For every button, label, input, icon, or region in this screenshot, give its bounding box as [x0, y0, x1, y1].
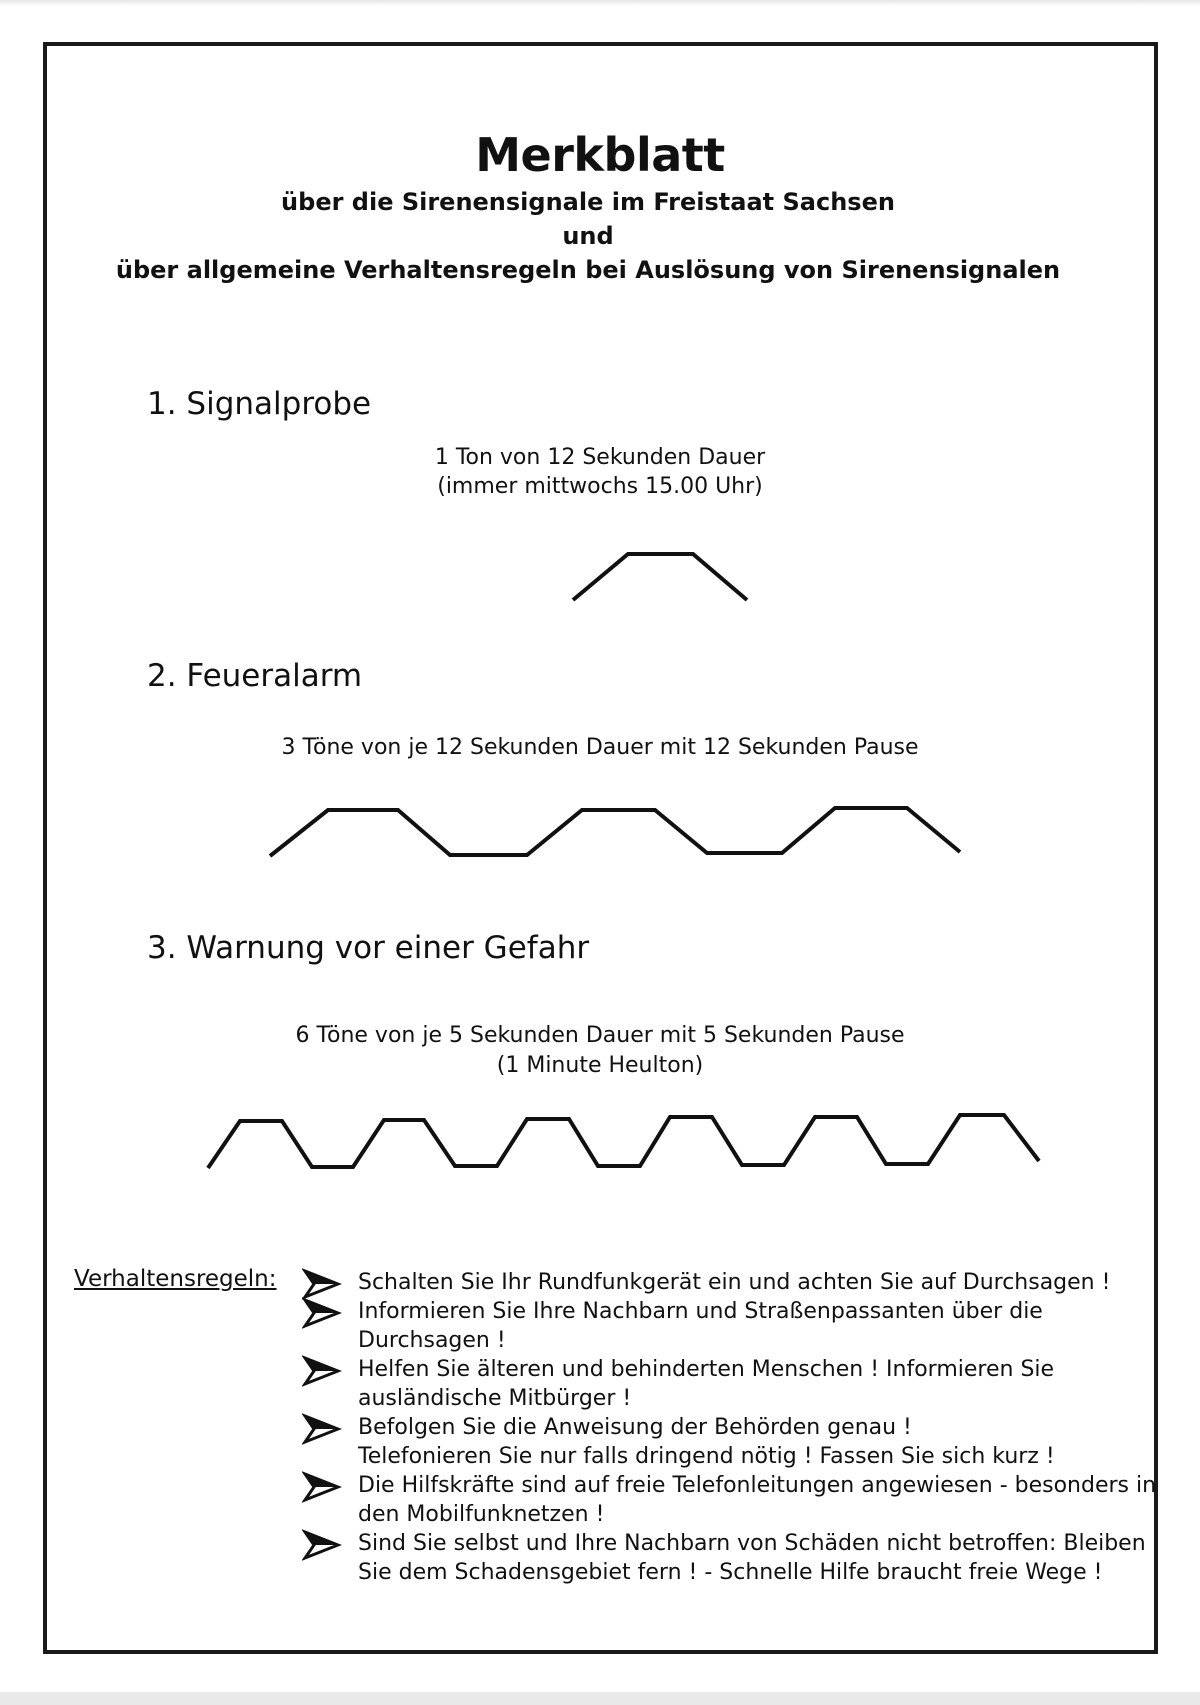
rules-label: Verhaltensregeln: — [74, 1266, 277, 1292]
section-heading-signalprobe: 1. Signalprobe — [147, 386, 372, 422]
arrowhead-bullet-icon — [302, 1529, 342, 1561]
arrowhead-bullet-icon — [302, 1413, 342, 1445]
page-top-edge — [0, 0, 1200, 6]
rule-text: Befolgen Sie die Anweisung der Behörden genau ! Telefonieren Sie nur falls dringend nötig ! Fassen Sie sich kurz ! — [358, 1415, 1055, 1469]
subtitle-line-1: über die Sirenensignale im Freistaat Sachsen — [281, 188, 895, 216]
rule-text: Schalten Sie Ihr Rundfunkgerät ein und achten Sie auf Durchsagen ! — [358, 1270, 1111, 1295]
signalprobe-description-line-1: 1 Ton von 12 Sekunden Dauer — [434, 445, 766, 470]
rule-text: Helfen Sie älteren und behinderten Menschen ! Informieren Sie ausländische Mitbürger ! — [358, 1357, 1055, 1411]
rule-text: Die Hilfskräfte sind auf freie Telefonleitungen angewiesen - besonders in den Mobilfunknetzen ! — [358, 1473, 1157, 1527]
signalprobe-description-line-2: (immer mittwochs 15.00 Uhr) — [437, 474, 763, 499]
rule-text: Informieren Sie Ihre Nachbarn und Straßenpassanten über die Durchsagen ! — [358, 1299, 1043, 1353]
section-heading-feueralarm: 2. Feueralarm — [147, 658, 363, 694]
arrowhead-bullet-icon — [302, 1355, 342, 1387]
page-bottom-edge — [0, 1692, 1200, 1705]
warnung-description-line-1: 6 Töne von je 5 Sekunden Dauer mit 5 Sekunden Pause — [295, 1023, 905, 1048]
section-heading-warnung: 3. Warnung vor einer Gefahr — [147, 930, 590, 966]
arrowhead-bullet-icon — [302, 1471, 342, 1503]
subtitle-line-2: und — [562, 222, 614, 250]
warnung-description-line-2: (1 Minute Heulton) — [496, 1053, 704, 1078]
document-title: Merkblatt — [475, 128, 725, 182]
feueralarm-description-line-1: 3 Töne von je 12 Sekunden Dauer mit 12 Sekunden Pause — [281, 735, 919, 760]
rule-text: Sind Sie selbst und Ihre Nachbarn von Schäden nicht betroffen: Bleiben Sie dem Schadensgebiet fern ! - Schnelle Hilfe braucht freie Wege ! — [358, 1531, 1146, 1585]
arrowhead-bullet-icon — [302, 1297, 342, 1329]
arrowhead-bullet-icon — [302, 1268, 342, 1300]
subtitle-line-3: über allgemeine Verhaltensregeln bei Auslösung von Sirenensignalen — [115, 256, 1061, 284]
